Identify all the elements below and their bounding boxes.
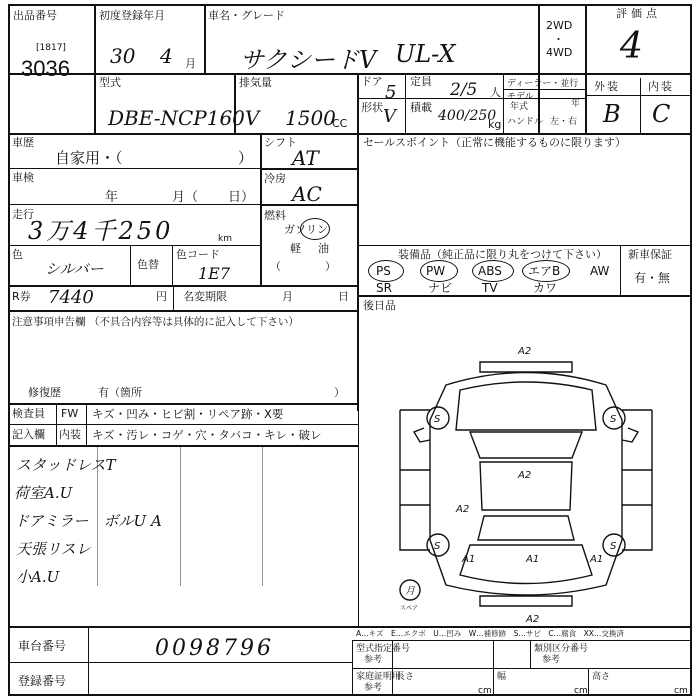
handle-opts: 左・右 [550, 117, 578, 127]
mark-rear-a2: A2 [526, 614, 540, 625]
inspector-note-2: 荷室A.U [14, 484, 73, 502]
class-label: 類別区分番号 [534, 644, 589, 654]
equip-ps: PS [376, 264, 391, 278]
model-year-label: モデル [507, 92, 534, 102]
color-change-label: 色替 [137, 258, 159, 271]
equip-navi: ナビ [428, 281, 453, 295]
rating-label: 評価点 [616, 7, 661, 20]
color: シルバー [45, 260, 104, 278]
equip-leather: カワ [533, 281, 558, 295]
inspection-label: 車検 [12, 171, 34, 184]
mark-rear-a1: A1 [526, 554, 540, 565]
mark-fr-s: S [610, 414, 617, 425]
capacity-label: 定員 [410, 75, 432, 88]
fuel-oil: 油 [318, 242, 329, 255]
displacement: 1500 [285, 106, 336, 130]
load-label: 積載 [410, 101, 432, 114]
fuel-label: 燃料 [264, 209, 286, 222]
length-label: 長さ [396, 672, 415, 682]
post-label: 後日品 [363, 299, 396, 312]
model-year-label2: 年式 [510, 102, 529, 112]
equip-aw: AW [590, 264, 610, 278]
shift: AT [292, 146, 319, 170]
mileage: 3万4千250 [28, 217, 174, 245]
new-car-opts: 有・無 [634, 271, 671, 285]
mark-rr-s: S [610, 541, 617, 552]
inspection-year: 年 [105, 190, 119, 205]
equip-tv: TV [482, 281, 498, 295]
color-label: 色 [12, 248, 23, 261]
ac-label: 冷房 [264, 172, 286, 185]
km-unit: km [218, 234, 232, 244]
mark-rl-a1: A1 [462, 554, 476, 565]
lot-label: 出品番号 [13, 9, 57, 22]
inspector-note-4: 天張リスレ [16, 540, 91, 558]
interior-label: 内装 [648, 80, 674, 93]
inspector-note-1: スタッドレスT [16, 456, 116, 474]
doc-label: 家庭証明用 [356, 672, 402, 682]
kg-unit: kg [488, 118, 502, 131]
fuel-gas-circle [300, 218, 330, 240]
handle-label: ハンドル [507, 117, 544, 127]
mark-rl-s: S [434, 541, 441, 552]
equip-pw-circle [420, 260, 458, 282]
equip-label: 装備品（純正品に限り丸をつけて下さい） [398, 248, 607, 261]
height-label: 高さ [592, 672, 611, 682]
repair-value: 有（箇所 [98, 386, 142, 399]
repair-close: ） [334, 386, 345, 399]
shift-label: シフト [264, 136, 297, 149]
history: 自家用・（ [55, 149, 123, 167]
equip-abs: ABS [478, 264, 502, 278]
equip-sr: SR [376, 281, 392, 295]
chassis-number: 0098796 [155, 636, 274, 661]
name-label: 車名・グレード [208, 9, 285, 22]
mark-left-a2: A2 [456, 504, 470, 515]
length-cm: cm [478, 686, 492, 696]
name-change-label: 名変期限 [183, 290, 227, 303]
mileage-label: 走行 [12, 208, 34, 221]
doc-ref: 参考 [364, 683, 383, 693]
inspection-month: 月（ [172, 190, 199, 205]
damage-legend: A…キズ E…エクボ U…凹み W…補修跡 S…サビ C…腐食 XX…交換済 [356, 629, 624, 638]
capacity: 2/5 [450, 80, 478, 100]
car-damage-diagram [360, 340, 692, 625]
door-label: ドア [361, 75, 383, 88]
equip-airbag-circle [522, 260, 570, 282]
chassis-label: 車台番号 [18, 639, 67, 653]
naiso-label: 内装 [59, 428, 81, 441]
yen-unit: 円 [156, 290, 167, 303]
displacement-label: 排気量 [239, 76, 272, 89]
lot-number: 3036 [21, 56, 70, 81]
history-close: ） [238, 149, 254, 167]
color-code: 1E7 [198, 264, 231, 283]
equip-abs-circle [472, 260, 514, 282]
type-cert-label: 型式指定番号 [356, 644, 411, 654]
ac: AC [292, 182, 322, 206]
shape-label: 形状 [361, 101, 383, 114]
doors: 5 [385, 82, 397, 103]
recycle-label: R券 [12, 290, 31, 303]
fw-label: FW [61, 407, 79, 420]
name-change-day: 日 [338, 290, 349, 303]
naiso-text: キズ・汚レ・コゲ・穴・タバコ・キレ・破レ [92, 428, 322, 442]
car-name: サクシードV [240, 46, 377, 74]
drive-4wd: 4WD [546, 46, 573, 59]
equip-ps-circle [368, 260, 404, 282]
new-car-label: 新車保証 [628, 248, 672, 261]
equip-airbag: エアB [528, 264, 561, 278]
spare-label: スペア [400, 605, 419, 612]
color-code-label: 色コード [176, 248, 220, 261]
spare-mark: 月 [405, 586, 415, 597]
repair-label: 修復歴 [28, 386, 61, 399]
width-cm: cm [574, 686, 588, 696]
inspector-label2: 記入欄 [12, 428, 45, 441]
capacity-unit: 人 [490, 86, 501, 99]
class-ref: 参考 [542, 655, 561, 665]
first-reg-month: 4 [160, 44, 173, 68]
notes-label: 注意事項申告欄 （不具合内容等は具体的に記入して下さい） [12, 316, 299, 328]
rating: 4 [620, 26, 643, 67]
inspection-day: 日） [228, 190, 255, 205]
mark-front-a2: A2 [518, 346, 532, 357]
name-change-month: 月 [282, 290, 293, 303]
inspector-note-3: ドアミラー ボルU A [14, 512, 162, 530]
inspector-note-5: 小A.U [16, 568, 60, 586]
type-cert-ref: 参考 [364, 655, 383, 665]
dealer-label: ディーラー・並行 [507, 79, 579, 89]
mark-fl-s: S [434, 414, 441, 425]
width-label: 幅 [497, 672, 507, 682]
shape: V [383, 106, 396, 127]
fuel-paren: （ ） [270, 260, 336, 273]
mark-roof-a2: A2 [518, 470, 532, 481]
first-reg-label: 初度登録年月 [99, 9, 165, 22]
model: DBE-NCP160V [108, 106, 260, 130]
lot-code: [1817] [36, 43, 66, 53]
height-cm: cm [674, 686, 688, 696]
first-reg-year: 30 [110, 44, 136, 68]
fw-text: キズ・凹み・ヒビ割・リペア跡・X要 [92, 407, 284, 421]
reg-label: 登録番号 [18, 674, 67, 688]
interior: C [652, 100, 671, 128]
history-label: 車歴 [12, 136, 34, 149]
month-unit: 月 [185, 57, 196, 70]
fuel-gas: ガソリン [284, 223, 328, 236]
model-label: 型式 [99, 76, 121, 89]
fuel-light: 軽 [290, 242, 301, 255]
year-unit: 年 [571, 99, 581, 109]
cc-unit: CC [332, 117, 348, 130]
recycle: 7440 [48, 287, 94, 308]
grade: UL-X [395, 40, 456, 68]
exterior: B [603, 100, 621, 128]
drive-dot: ・ [553, 33, 564, 46]
inspector-label1: 検査員 [12, 407, 45, 420]
drive-2wd: 2WD [546, 19, 573, 32]
exterior-label: 外装 [594, 80, 620, 93]
equip-pw: PW [426, 264, 446, 278]
load: 400/250 [438, 108, 497, 124]
mark-rr-a1: A1 [590, 554, 604, 565]
sales-points-label: セールスポイント（正常に機能するものに限ります） [363, 136, 627, 149]
